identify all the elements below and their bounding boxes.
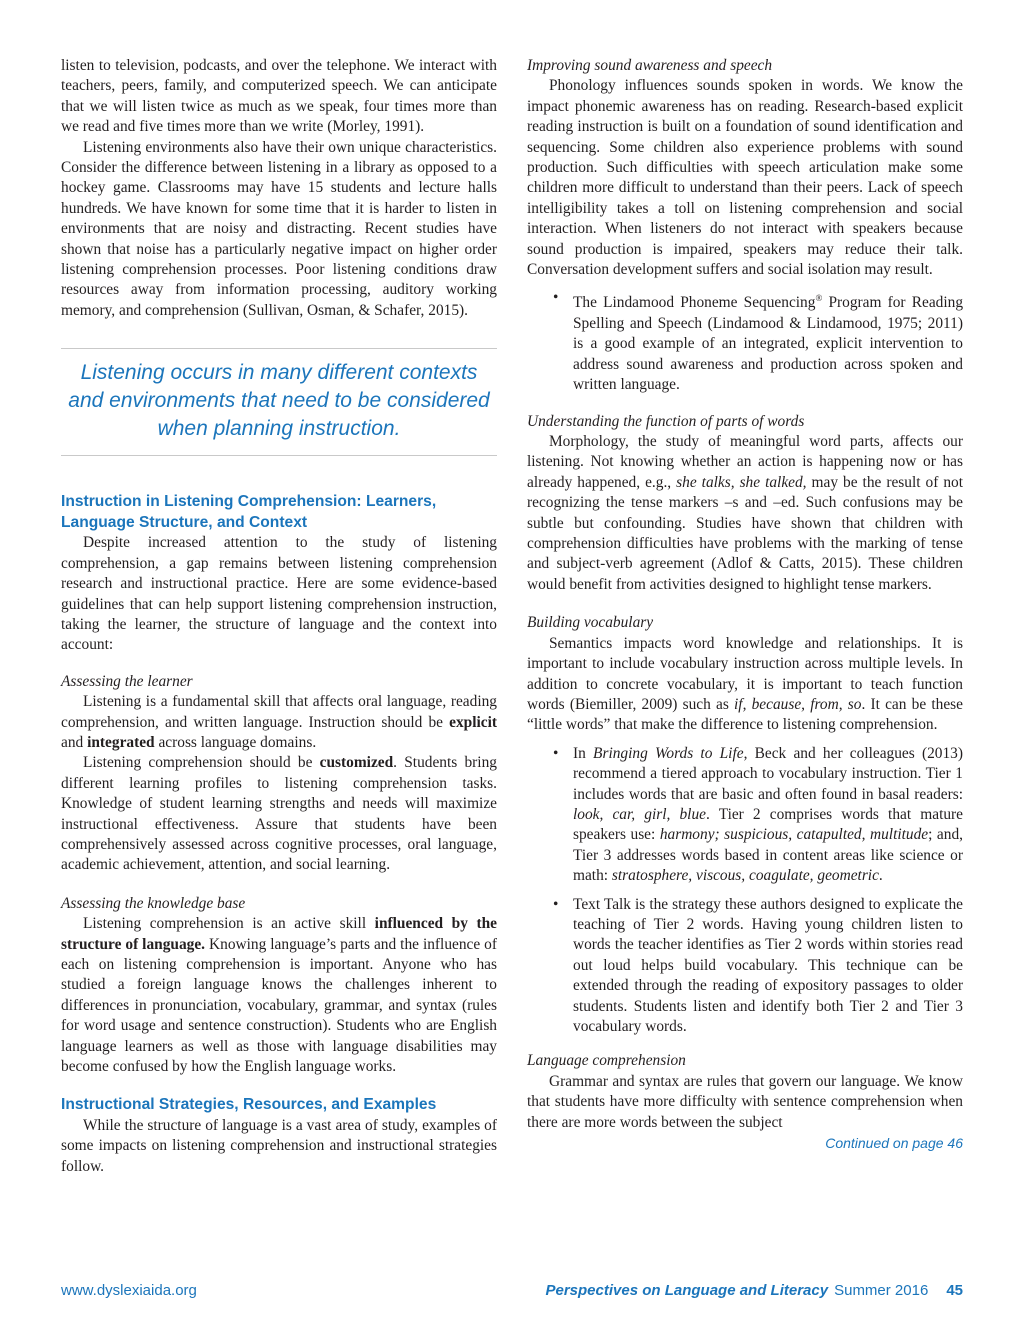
- subheading: Building vocabulary: [527, 614, 654, 632]
- bullet-icon: •: [553, 895, 559, 913]
- list-item: • In Bringing Words to Life, Beck and her colleagues (2013) recommend a tiered approach to vocabulary instruction. Tier 1 includes words that are basic and often found in basal readers: look, car, girl, blue. Tier 2 comprises words that mature speakers use: harmony; suspicious, catapulted, multitude; and, Tier 3 addresses words based in content areas like science or math: stratosphere, viscous, coagulate, geometric.: [553, 744, 963, 885]
- issue-date: Summer 2016: [834, 1282, 929, 1299]
- paragraph: Phonology influences sounds spoken in words. We know the impact phonemic awareness has on reading. Research-based explicit reading instruction is built on a foundation of sound identification and sequencing. Some children also experience problems with sound production. Such difficulties with speech articulation make some children more difficult to understand than their peers. Lack of speech intelligibility takes a toll on listening comprehension and social interaction. When listeners do not interact with speakers because sound production is impaired, speakers may reduce their talk. Conversation development suffers and social isolation may result.: [527, 77, 963, 279]
- subheading: Understanding the function of parts of words: [527, 412, 805, 430]
- bullet-list: [527, 744, 963, 1038]
- section-heading: Instructional Strategies, Resources, and Examples: [61, 1096, 437, 1114]
- paragraph: Listening environments also have their own unique characteristics. Consider the difference between listening in a library as opposed to a hockey game. Classrooms may have 15 students and lecture halls hundreds. We have known for some time that it is harder to listen in environments that are noisy and distracting. Recent studies have shown that noise has a particularly negative impact on higher order listening comprehension processes. Poor listening conditions draw resources away from information processing, auditory working memory, and comprehension (Sullivan, Osman, & Schafer, 2015).: [61, 138, 497, 319]
- website-link[interactable]: www.dyslexiaida.org: [61, 1282, 197, 1299]
- subheading: Improving sound awareness and speech: [527, 57, 773, 74]
- list-item: • The Lindamood Phoneme Sequencing® Program for Reading Spelling and Speech (Lindamood & Lindamood, 1975; 2011) is a good example of an integrated, explicit intervention to address sound awareness and production across spoken and written language.: [553, 289, 964, 394]
- paragraph: Morphology, the study of meaningful word parts, affects our listening. Not knowing whether an action is happening now or has already happened, e.g., she talks, she talked, may be the result of not recognizing the tense markers –s and –ed. Such confusions may be subtle but confounding. Studies have shown that children with comprehension difficulties have problems with the marking of tense and subject-verb agreement (Adlof & Catts, 2015). These children would benefit from activities designed to highlight tense markers.: [527, 433, 964, 593]
- paragraph: Grammar and syntax are rules that govern our language. We know that students have more difficulty with sentence comprehension when there are more words between the subject: [527, 1072, 963, 1131]
- subheading: Language comprehension: [527, 1052, 686, 1070]
- paragraph: listen to television, podcasts, and over the telephone. We interact with teachers, peers, family, and computerized speech. We can anticipate that we will listen twice as much as we speak, four times more than we read and five times more than we write (Morley, 1991).: [61, 57, 497, 136]
- paragraph: Listening comprehension is an active skill influenced by the structure of language. Knowing language’s parts and the influence of each on listening comprehension is important. Anyone who has studied a foreign language knows the challenges inherent to differences in pronunciation, vocabulary, grammar, and syntax (rules for word usage and sentence construction). Students who are English language learners as well as those with language disabilities may become confused by how the English language works.: [61, 915, 498, 1076]
- paragraph: While the structure of language is a vast area of study, examples of some impacts on listening comprehension and instructional strategies follow.: [61, 1116, 497, 1175]
- paragraph: Listening is a fundamental skill that affects oral language, reading comprehension, and written language. Instruction should be explicit and integrated across language domains.: [61, 693, 497, 751]
- left-column: [61, 56, 497, 1177]
- bullet-icon: •: [553, 289, 559, 307]
- bullet-list: [527, 288, 963, 395]
- section-heading: Instruction in Listening Comprehension: Learners, Language Structure, and Context: [61, 493, 437, 531]
- continued-note: Continued on page 46: [825, 1135, 963, 1152]
- page-footer: [61, 1282, 963, 1304]
- journal-title: Perspectives on Language and Literacy: [545, 1282, 829, 1299]
- right-column: [527, 56, 963, 1153]
- subheading: Assessing the knowledge base: [61, 894, 246, 912]
- page-number: 45: [946, 1282, 963, 1299]
- pull-quote: Listening occurs in many different contexts and environments that need to be considered when planning instruction.: [61, 348, 497, 456]
- paragraph: Semantics impacts word knowledge and relationships. It is important to include vocabulary instruction across multiple levels. In addition to concrete vocabulary, it is important to teach function words (Biemiller, 2009) such as if, because, from, so. It can be these “little words” that make the difference to listening comprehension.: [527, 634, 963, 734]
- list-item: • Text Talk is the strategy these authors designed to explicate the teaching of Tier 2 words. Having young children listen to words the teacher identifies as Tier 2 words within stories read out loud helps build vocabulary. This technique can be extended through the reading of expository passages to older students. Students listen and identify both Tier 2 and Tier 3 vocabulary words.: [553, 895, 963, 1035]
- paragraph: Despite increased attention to the study of listening comprehension, a gap remains between listening comprehension research and instructional practice. Here are some evidence-based guidelines that can help support listening comprehension instruction, taking the learner, the structure of language and the context into account:: [61, 534, 497, 654]
- paragraph: Listening comprehension should be customized. Students bring different learning profiles to listening comprehension tasks. Knowledge of student learning strengths and needs will maximize instructional effectiveness. Assure that students have been comprehensively assessed across cognitive processes, oral language, academic achievement, attention, and social learning.: [61, 754, 497, 874]
- subheading: Assessing the learner: [61, 672, 193, 690]
- footer-right: [545, 1282, 963, 1299]
- bullet-icon: •: [553, 744, 559, 762]
